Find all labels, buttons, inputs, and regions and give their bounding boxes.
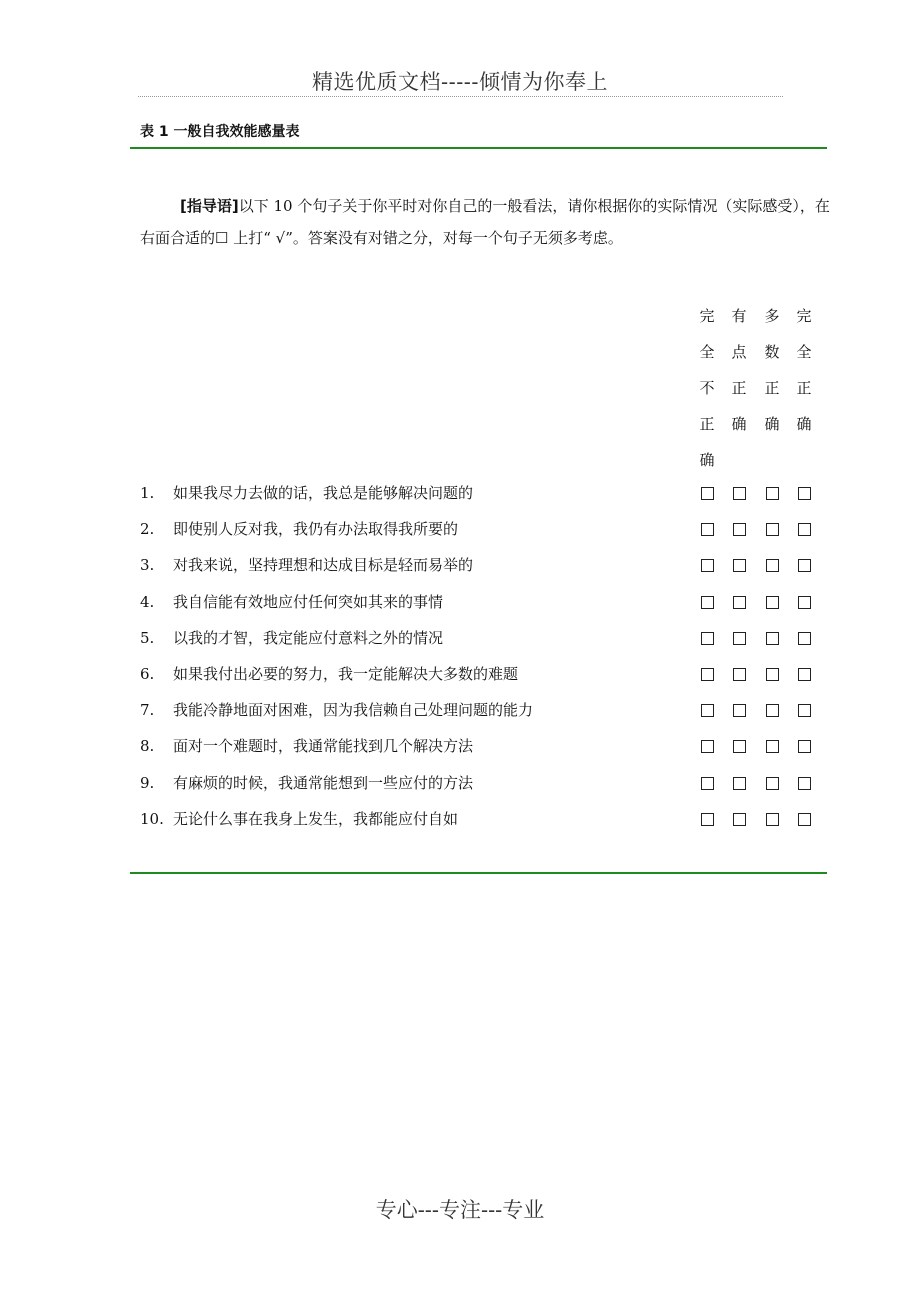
response-checkbox[interactable] (733, 704, 746, 717)
table-caption: 表 1 一般自我效能感量表 (140, 124, 300, 140)
response-checkbox[interactable] (701, 523, 714, 536)
item-row (140, 553, 473, 577)
response-checkbox[interactable] (701, 813, 714, 826)
response-checkbox[interactable] (701, 596, 714, 609)
response-checkbox[interactable] (701, 487, 714, 500)
item-number: 1. (140, 484, 155, 502)
response-checkbox[interactable] (798, 632, 811, 645)
item-text: 即使别人反对我，我仍有办法取得我所要的 (173, 520, 459, 539)
item-number: 6. (140, 665, 155, 683)
response-checkbox[interactable] (798, 740, 811, 753)
response-checkbox[interactable] (733, 632, 746, 645)
item-text: 对我来说，坚持理想和达成目标是轻而易举的 (173, 556, 474, 575)
response-checkbox[interactable] (701, 704, 714, 717)
item-text: 面对一个难题时，我通常能找到几个解决方法 (173, 737, 474, 756)
instructions-lead: [指导语] (180, 197, 239, 215)
item-row (140, 626, 443, 650)
column-header-strongly-disagree: 完全不正确 (699, 307, 715, 469)
response-checkbox[interactable] (766, 523, 779, 536)
column-header-somewhat-agree: 有点正确 (731, 307, 747, 433)
table-bottom-rule (130, 872, 827, 874)
item-row (140, 481, 473, 505)
response-checkbox[interactable] (733, 777, 746, 790)
response-checkbox[interactable] (766, 668, 779, 681)
response-checkbox[interactable] (798, 487, 811, 500)
response-checkbox[interactable] (798, 559, 811, 572)
item-number: 7. (140, 701, 155, 720)
item-text: 我能冷静地面对困难，因为我信赖自己处理问题的能力 (173, 701, 534, 720)
response-checkbox[interactable] (733, 668, 746, 681)
response-checkbox[interactable] (733, 487, 746, 500)
response-checkbox[interactable] (798, 523, 811, 536)
item-text: 有麻烦的时候，我通常能想到一些应付的方法 (173, 773, 474, 792)
item-row (140, 807, 458, 831)
response-checkbox[interactable] (766, 487, 779, 500)
response-checkbox[interactable] (798, 596, 811, 609)
item-number: 4. (140, 592, 155, 611)
response-checkbox[interactable] (733, 813, 746, 826)
instructions-text: 以下 10 个句子关于你平时对你自己的一般看法，请你根据你的实际情况（实际感受），在右面合适的☐ 上打“ √”。答案没有对错之分，对每一个句子无须多考虑。 (140, 197, 830, 247)
response-checkbox[interactable] (701, 559, 714, 572)
item-row (140, 698, 533, 722)
response-checkbox[interactable] (798, 704, 811, 717)
response-checkbox[interactable] (701, 740, 714, 753)
instructions-paragraph (140, 190, 830, 254)
item-text: 如果我尽力去做的话，我总是能够解决问题的 (173, 484, 474, 502)
response-checkbox[interactable] (766, 704, 779, 717)
response-checkbox[interactable] (701, 777, 714, 790)
response-checkbox[interactable] (701, 632, 714, 645)
response-checkbox[interactable] (798, 813, 811, 826)
response-checkbox[interactable] (733, 740, 746, 753)
item-number: 10. (140, 809, 164, 828)
item-row (140, 590, 443, 614)
response-checkbox[interactable] (766, 559, 779, 572)
response-checkbox[interactable] (766, 740, 779, 753)
item-number: 8. (140, 737, 155, 756)
page-footer: 专心---专注---专业 (375, 1198, 545, 1222)
item-text: 如果我付出必要的努力，我一定能解决大多数的难题 (173, 665, 519, 683)
item-row (140, 517, 458, 541)
item-number: 3. (140, 556, 155, 575)
response-checkbox[interactable] (733, 523, 746, 536)
response-checkbox[interactable] (701, 668, 714, 681)
item-text: 无论什么事在我身上发生，我都能应付自如 (173, 809, 459, 828)
response-checkbox[interactable] (766, 596, 779, 609)
response-checkbox[interactable] (798, 668, 811, 681)
response-checkbox[interactable] (798, 777, 811, 790)
item-number: 9. (140, 773, 155, 792)
response-checkbox[interactable] (766, 632, 779, 645)
response-checkbox[interactable] (733, 596, 746, 609)
table-top-rule (130, 147, 827, 149)
column-header-mostly-agree: 多数正确 (764, 307, 780, 433)
item-number: 2. (140, 520, 155, 539)
response-checkbox[interactable] (766, 777, 779, 790)
item-row (140, 734, 473, 758)
response-checkbox[interactable] (766, 813, 779, 826)
item-text: 以我的才智，我定能应付意料之外的情况 (173, 628, 444, 647)
item-row (140, 662, 518, 686)
item-number: 5. (140, 628, 155, 647)
item-row (140, 771, 473, 795)
page-header-title: 精选优质文档-----倾情为你奉上 (312, 70, 608, 94)
item-text: 我自信能有效地应付任何突如其来的事情 (173, 592, 444, 611)
column-header-strongly-agree: 完全正确 (796, 307, 812, 433)
header-divider (138, 96, 783, 97)
response-checkbox[interactable] (733, 559, 746, 572)
